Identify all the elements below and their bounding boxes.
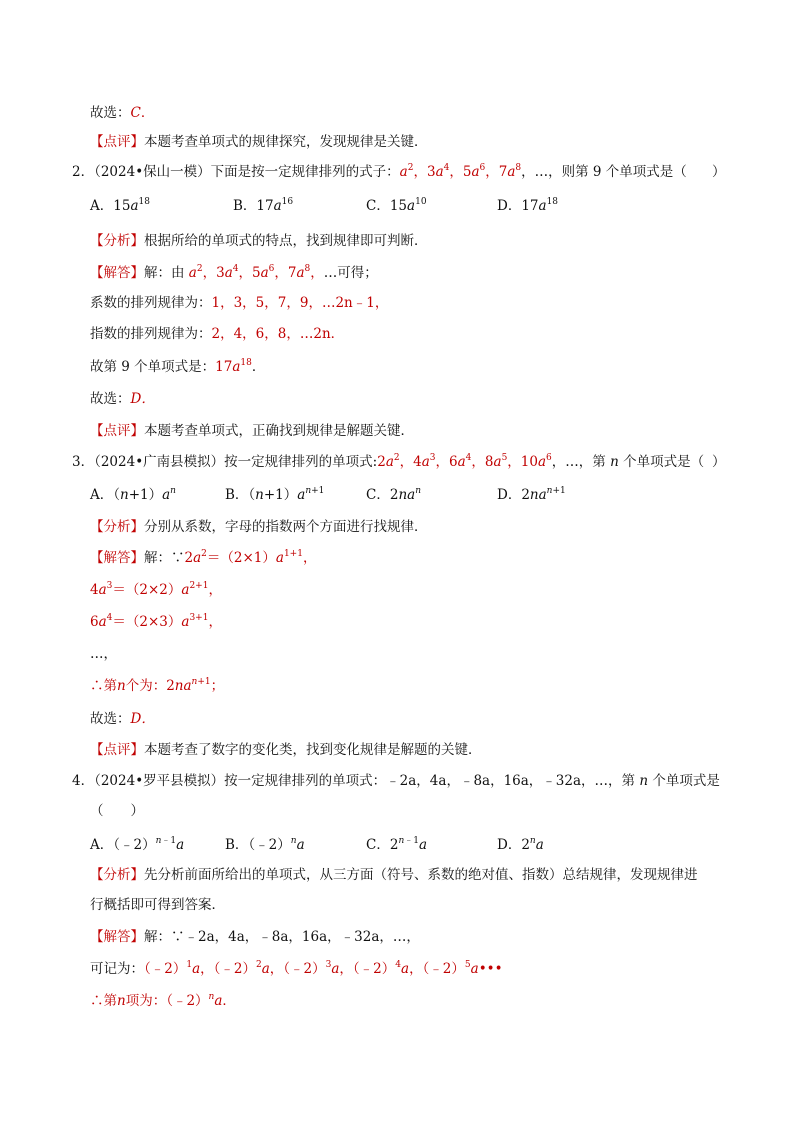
exponent-rule: 指数的排列规律为：2，4，6，8，…2n．: [90, 326, 345, 342]
option-a[interactable]: A．（﹣2）$^{n﹣1}$a: [90, 836, 185, 853]
option-b[interactable]: B．（﹣2）$^n$a: [225, 836, 305, 853]
derivation-step: $6a^4=(2\times 3)a^{3+1}$，: [90, 613, 222, 630]
option-c[interactable]: C．$2^{n﹣1}a$: [366, 836, 428, 853]
therefore-line: ∴第n项为：（﹣2）$^n$a．: [90, 992, 236, 1009]
conclusion-line: 故选：D．: [90, 391, 155, 407]
analysis-tag: 【分析】: [90, 233, 144, 249]
solution-line: 【解答】解：∵﹣2a，4a，﹣8a，16a，﹣32a，…，: [90, 929, 420, 945]
solution-tag: 【解答】: [90, 265, 144, 281]
question-3-stem: 3．（2024•广南县模拟）按一定规律排列的单项式$:2a^2$，$4a^3$，$6a^4$，$8a^5$，$10a^6$，…，第 n 个单项式是（: [72, 453, 705, 470]
answer-paren: （ ）: [90, 803, 144, 819]
comment-line: 【点评】本题考查了数字的变化类，找到变化规律是解题的关键．: [90, 742, 482, 758]
question-source: （2024•广南县模拟）: [94, 454, 225, 470]
close-paren: ）: [712, 164, 726, 180]
option-d[interactable]: D．2$^n$a: [497, 836, 544, 853]
therefore-line: ∴第n个为：$2na^{n+1}$；: [90, 677, 225, 694]
option-b[interactable]: B．$17a^{16}$: [233, 197, 294, 214]
sequence-terms: $2a^2$，$4a^3$，$6a^4$，$8a^5$，$10a^6$: [377, 453, 552, 470]
derivation-step: $4a^3=(2\times 2)a^{2+1}$，: [90, 581, 222, 598]
analysis-line-2: 行概括即可得到答案．: [90, 897, 225, 913]
question-2-stem: 2．（2024•保山一模）下面是按一定规律排列的式子：$a^2$，$3a^4$，$5a^6$，$7a^8$，…，则第 9 个单项式是（: [72, 163, 687, 180]
solution-tag: 【解答】: [90, 929, 144, 945]
answer-letter: C．: [130, 105, 155, 121]
analysis-tag: 【分析】: [90, 867, 144, 883]
question-4-stem: 4．（2024•罗平县模拟）按一定规律排列的单项式：﹣2a，4a，﹣8a，16a，﹣32a，…，第 n 个单项式是: [72, 773, 720, 789]
option-c[interactable]: C．$2na^n$: [366, 486, 421, 503]
solution-line: 【解答】解：由 $a^2$，$3a^4$，$5a^6$，$7a^8$，…可得；: [90, 264, 378, 281]
solution-tag: 【解答】: [90, 550, 144, 566]
option-c[interactable]: C．$15a^{10}$: [366, 197, 427, 214]
analysis-line: 【分析】根据所给的单项式的特点，找到规律即可判断．: [90, 233, 428, 249]
comment-tag: 【点评】: [90, 423, 144, 439]
option-d[interactable]: D．$17a^{18}$: [497, 197, 559, 214]
question-source: （2024•罗平县模拟）: [94, 773, 225, 789]
question-number: 4．: [72, 773, 95, 789]
comment-tag: 【点评】: [90, 742, 144, 758]
option-a[interactable]: A．$(n+1)a^n$: [90, 486, 176, 503]
analysis-line: 【分析】先分析前面所给出的单项式，从三方面（符号、系数的绝对值、指数）总结规律，发现规律进: [90, 867, 698, 883]
option-a[interactable]: A．$15a^{18}$: [90, 197, 150, 214]
coefficient-rule: 系数的排列规律为：1，3，5，7，9，…2n﹣1，: [90, 295, 389, 311]
comment-line: 【点评】本题考查单项式的规律探究，发现规律是关键．: [90, 134, 428, 150]
solution-line: 【解答】解：$\because 2a^2=(2\times 1)a^{1+1}$，: [90, 549, 317, 566]
comment-tag: 【点评】: [90, 134, 144, 150]
comment-line: 【点评】本题考查单项式，正确找到规律是解题关键．: [90, 423, 414, 439]
question-number: 2．: [72, 164, 95, 180]
analysis-tag: 【分析】: [90, 519, 144, 535]
sequence-terms: $a^2$，$3a^4$，$5a^6$，$7a^8$，: [188, 264, 324, 281]
ellipsis-line: …，: [90, 646, 117, 662]
question-number: 3．: [72, 454, 95, 470]
conclusion-line: 故选：C．: [90, 105, 155, 121]
close-paren: ）: [712, 454, 726, 470]
option-d[interactable]: D．$2na^{n+1}$: [497, 486, 566, 503]
option-b[interactable]: B．$(n+1)a^{n+1}$: [225, 486, 325, 503]
ninth-term-line: 故第 9 个单项式是：$17a^{18}$．: [90, 358, 266, 375]
analysis-line: 【分析】分别从系数，字母的指数两个方面进行找规律．: [90, 519, 428, 535]
rewrite-line: 可记为：（﹣2）$^1$a，（﹣2）$^2$a，（﹣2）$^3$a，（﹣2）$^4$a，（﹣2）$^5$a•••: [90, 960, 503, 977]
question-source: （2024•保山一模）: [94, 164, 211, 180]
sequence-terms: $a^2$，$3a^4$，$5a^6$，$7a^8$: [399, 163, 522, 180]
conclusion-line: 故选：D．: [90, 711, 155, 727]
